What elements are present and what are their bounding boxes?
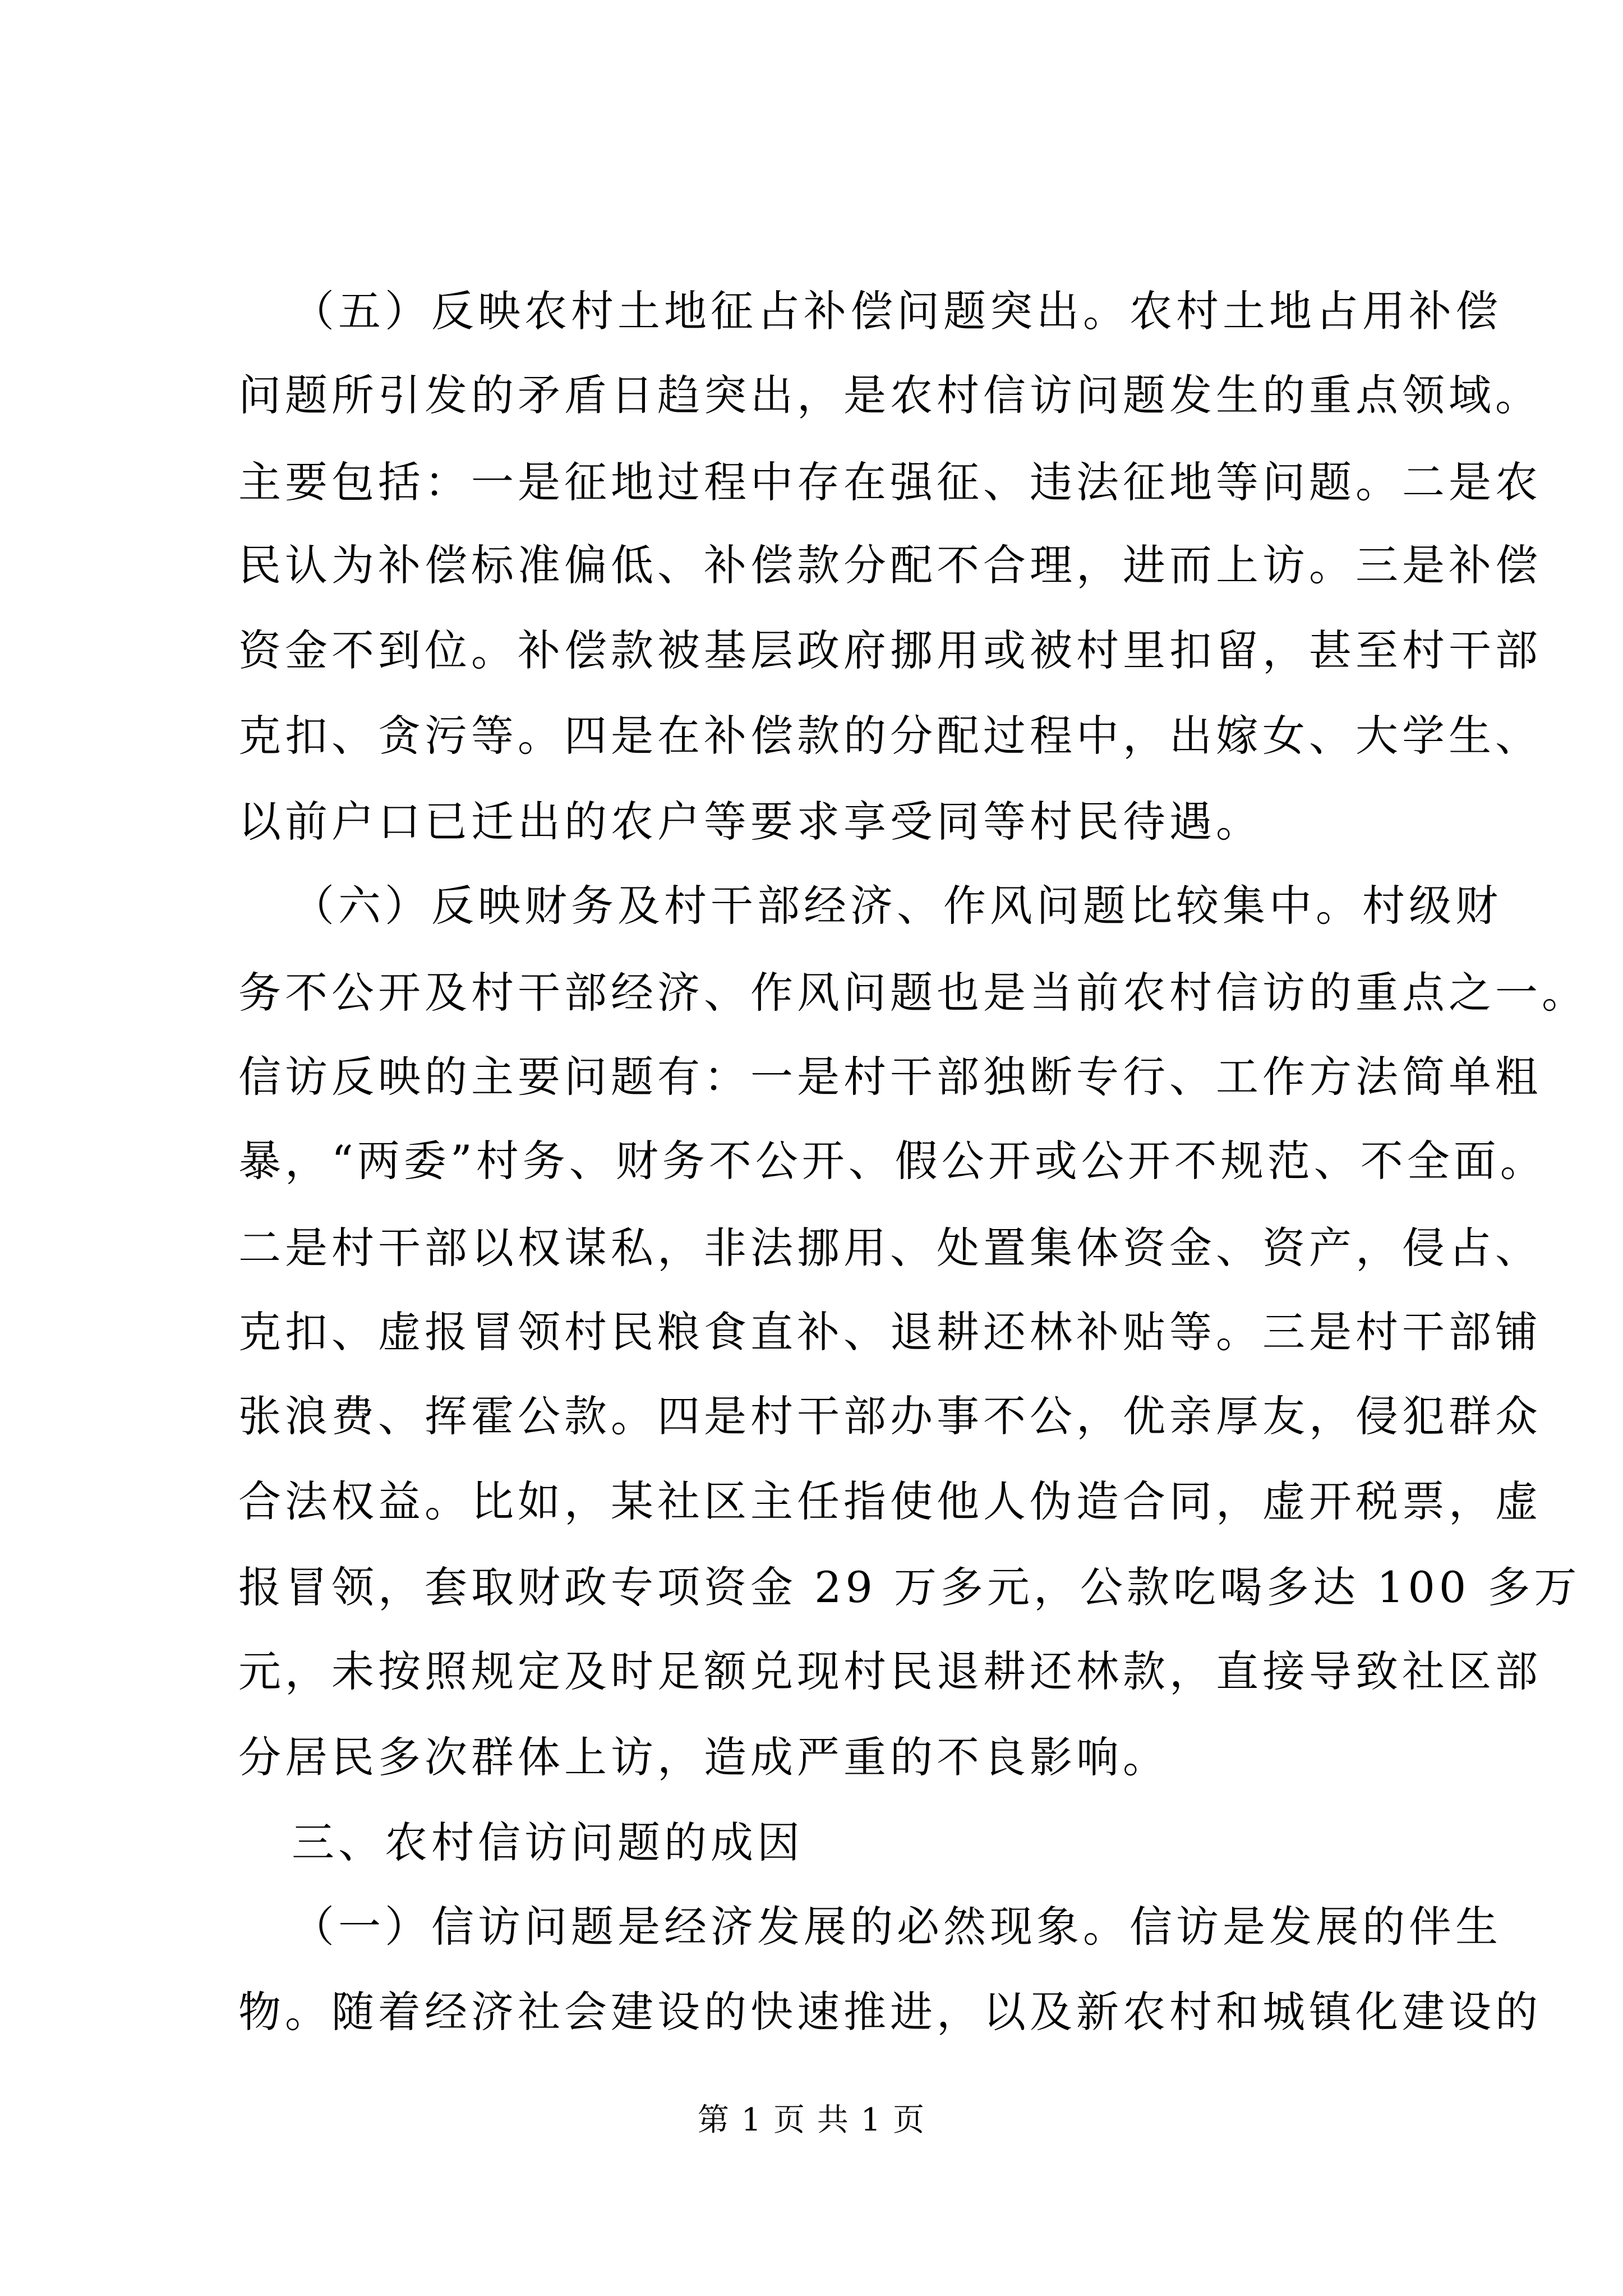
- paragraph-7-line-1: （一）信访问题是经济发展的必然现象。信访是发展的伴生: [292, 1902, 1502, 1952]
- paragraph-6-line-8: 合法权益。比如，某社区主任指使他人伪造合同，虚开税票，虚: [238, 1476, 1542, 1526]
- paragraph-5-line-5: 资金不到位。补偿款被基层政府挪用或被村里扣留，甚至村干部: [238, 625, 1542, 675]
- paragraph-6-line-3: 信访反映的主要问题有：一是村干部独断专行、工作方法简单粗: [238, 1052, 1542, 1102]
- paragraph-6-line-9: 报冒领，套取财政专项资金 29 万多元，公款吃喝多达 100 多万: [238, 1562, 1581, 1612]
- paragraph-6-line-11: 分居民多次群体上访，造成严重的不良影响。: [238, 1732, 1169, 1782]
- paragraph-6-line-4: 暴，“两委”村务、财务不公开、假公开或公开不规范、不全面。: [238, 1136, 1547, 1186]
- paragraph-6-line-7: 张浪费、挥霍公款。四是村干部办事不公，优亲厚友，侵犯群众: [238, 1391, 1542, 1441]
- paragraph-7-line-2: 物。随着经济社会建设的快速推进，以及新农村和城镇化建设的: [238, 1987, 1542, 2037]
- paragraph-6-line-5: 二是村干部以权谋私，非法挪用、处置集体资金、资产，侵占、: [238, 1223, 1542, 1273]
- paragraph-5-line-2: 问题所引发的矛盾日趋突出，是农村信访问题发生的重点领域。: [238, 370, 1542, 420]
- paragraph-5-line-1: （五）反映农村土地征占补偿问题突出。农村土地占用补偿: [292, 286, 1502, 336]
- paragraph-6-line-2: 务不公开及村干部经济、作风问题也是当前农村信访的重点之一。: [238, 968, 1588, 1018]
- paragraph-6-line-10: 元，未按照规定及时足额兑现村民退耕还林款，直接导致社区部: [238, 1646, 1542, 1696]
- paragraph-5-line-6: 克扣、贪污等。四是在补偿款的分配过程中，出嫁女、大学生、: [238, 711, 1542, 761]
- paragraph-5-line-3: 主要包括：一是征地过程中存在强征、违法征地等问题。二是农: [238, 457, 1542, 507]
- paragraph-6-line-1: （六）反映财务及村干部经济、作风问题比较集中。村级财: [292, 881, 1502, 931]
- section-heading: 三、农村信访问题的成因: [292, 1818, 804, 1867]
- paragraph-5-line-4: 民认为补偿标准偏低、补偿款分配不合理，进而上访。三是补偿: [238, 540, 1542, 590]
- page-footer: 第 1 页 共 1 页: [697, 2102, 926, 2138]
- paragraph-5-line-7: 以前户口已迁出的农户等要求享受同等村民待遇。: [238, 797, 1262, 846]
- paragraph-6-line-6: 克扣、虚报冒领村民粮食直补、退耕还林补贴等。三是村干部铺: [238, 1307, 1542, 1357]
